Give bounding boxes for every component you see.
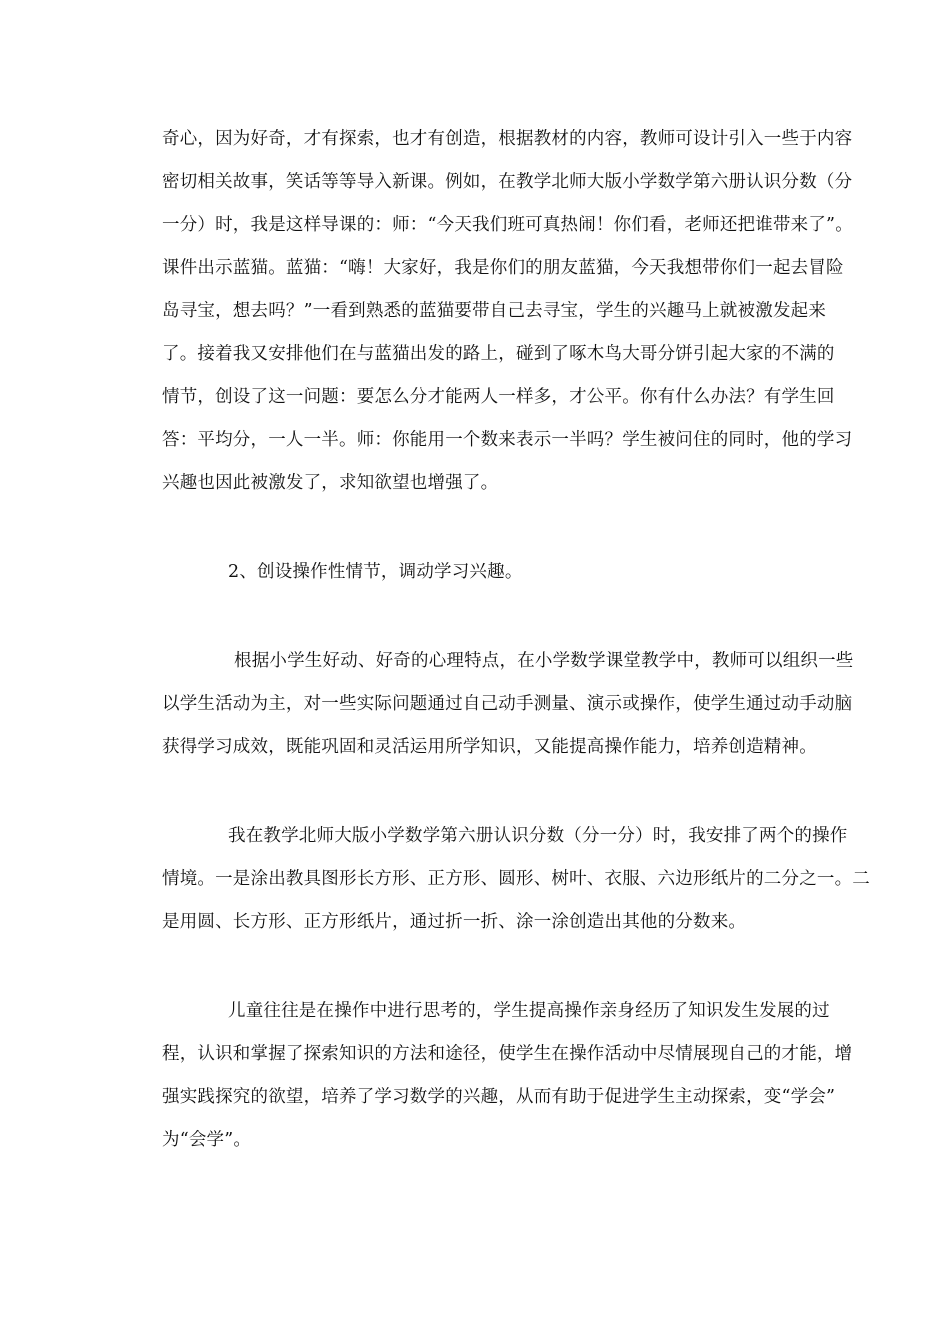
text-line: 儿童往往是在操作中进行思考的，学生提高操作亲身经历了知识发生发展的过 [228,1001,830,1021]
text-line: 答：平均分，一人一半。师：你能用一个数来表示一半吗？学生被问住的同时，他的学习 [162,430,853,450]
text-line: 强实践探究的欲望，培养了学习数学的兴趣，从而有助于促进学生主动探索，变“学会” [162,1087,836,1107]
text-line: 了。接着我又安排他们在与蓝猫出发的路上，碰到了啄木鸟大哥分饼引起大家的不满的 [162,344,835,364]
text-line: 兴趣也因此被激发了，求知欲望也增强了。 [162,473,499,493]
text-line: 课件出示蓝猫。蓝猫：“嗨！大家好，我是你们的朋友蓝猫，今天我想带你们一起去冒险 [162,258,844,278]
text-line: 情节，创设了这一问题：要怎么分才能两人一样多，才公平。你有什么办法？有学生回 [162,387,835,407]
text-line: 岛寻宝，想去吗？”一看到熟悉的蓝猫要带自己去寻宝，学生的兴趣马上就被激发起来 [162,301,827,321]
text-line: 程，认识和掌握了探索知识的方法和途径，使学生在操作活动中尽情展现自己的才能，增 [162,1044,853,1064]
text-line: 我在教学北师大版小学数学第六册认识分数（分一分）时，我安排了两个的操作 [228,826,848,846]
text-line: 以学生活动为主，对一些实际问题通过自己动手测量、演示或操作，使学生通过动手动脑 [162,694,853,714]
text-line: 密切相关故事，笑话等等导入新课。例如，在教学北师大版小学数学第六册认识分数（分 [162,172,853,192]
document-body [162,118,870,1162]
paragraph-conclusion [162,990,853,1162]
paragraph-activity-principle [162,640,854,769]
text-line: 奇心，因为好奇，才有探索，也才有创造，根据教材的内容，教师可设计引入一些于内容 [162,129,853,149]
text-line: 是用圆、长方形、正方形纸片，通过折一折、涂一涂创造出其他的分数来。 [162,912,747,932]
text-line: 根据小学生好动、好奇的心理特点，在小学数学课堂教学中，教师可以组织一些 [234,651,854,671]
heading-text: 2、创设操作性情节，调动学习兴趣。 [228,562,523,582]
text-line: 获得学习成效，既能巩固和灵活运用所学知识，又能提高操作能力，培养创造精神。 [162,737,817,757]
text-line: 情境。一是涂出教具图形长方形、正方形、圆形、树叶、衣服、六边形纸片的二分之一。二 [162,869,870,889]
section-heading [162,551,790,594]
paragraph-teaching-example [162,815,870,944]
text-line: 为“会学”。 [162,1130,252,1150]
paragraph-story-intro [162,118,853,505]
text-line: 一分）时，我是这样导课的：师：“今天我们班可真热闹！你们看，老师还把谁带来了”。 [162,215,853,235]
